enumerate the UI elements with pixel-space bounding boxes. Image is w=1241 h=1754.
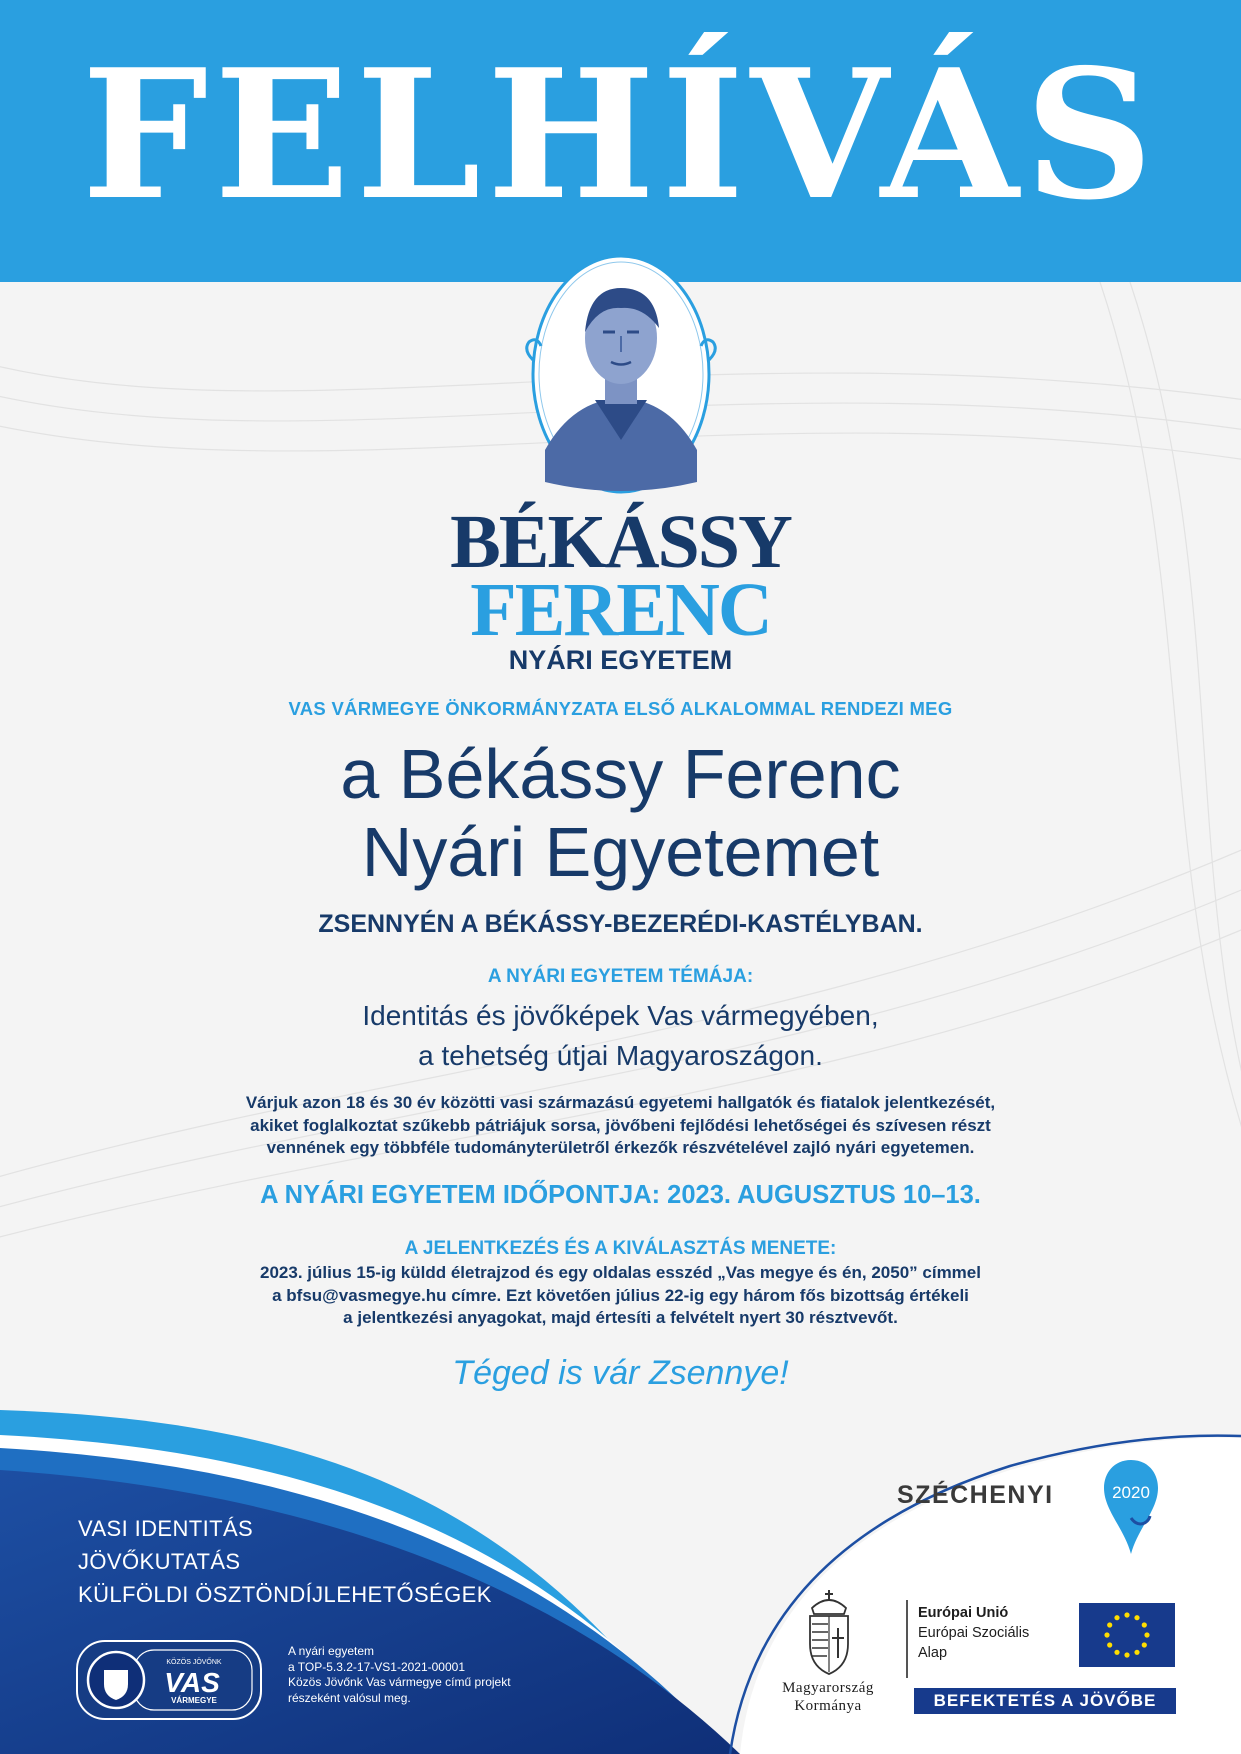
event-date: A NYÁRI EGYETEM IDŐPONTJA: 2023. AUGUSZTUS 10–13. (260, 1181, 981, 1209)
apply-line-3: a jelentkezési anyagokat, majd értesíti a felvételt nyert 30 résztvevőt. (343, 1308, 898, 1327)
szechenyi-label: SZÉCHENYI (897, 1481, 1054, 1509)
body-line-2: akiket foglalkoztat szűkebb pátriájuk sorsa, jövőbeni fejlődési lehetőségei és szívesen részt (250, 1115, 991, 1135)
headline-line-2: Nyári Egyetemet (361, 813, 880, 891)
application-label: A JELENTKEZÉS ÉS A KIVÁLASZTÁS MENETE: (404, 1238, 837, 1259)
project-note-line: részeként valósul meg. (288, 1690, 411, 1705)
hungarian-coat-of-arms-icon (798, 1588, 860, 1678)
vas-logo-small: KÖZÖS JÖVŐNK (166, 1659, 222, 1666)
logo-name-line1: BÉKÁSSY (450, 500, 791, 584)
theme-line-1: Identitás és jövőképek Vas vármegyében, (362, 1000, 879, 1031)
government-label (748, 1679, 908, 1715)
vas-logo-big: VAS (164, 1667, 220, 1698)
project-note (288, 1644, 608, 1706)
body-line-1: Várjuk azon 18 és 30 év közötti vasi származású egyetemi hallgatók és fiatalok jelentkezését, (245, 1093, 996, 1112)
feature-item: VASI IDENTITÁS (78, 1516, 254, 1541)
headline-line-1: a Békássy Ferenc (340, 735, 901, 813)
eu-flag-icon (1079, 1603, 1175, 1667)
apply-line-1: 2023. július 15-ig küldd életrajzod és egy oldalas esszéd „Vas megye és én, 2050” címmel (260, 1263, 981, 1282)
headline (0, 735, 1241, 891)
feature-item: JÖVŐKUTATÁS (78, 1549, 241, 1574)
szechenyi-year: 2020 (1112, 1483, 1150, 1502)
investment-banner: BEFEKTETÉS A JÖVŐBE (914, 1688, 1176, 1714)
feature-item: KÜLFÖLDI ÖSZTÖNDÍJLEHETŐSÉGEK (78, 1582, 492, 1607)
invitation-paragraph (0, 1092, 1241, 1160)
gov-line-1: Magyarország (782, 1680, 874, 1696)
organizer-line: VAS VÁRMEGYE ÖNKORMÁNYZATA ELSŐ ALKALOMMAL RENDEZI MEG (288, 698, 953, 719)
vas-logo-sub: VÁRMEGYE (171, 1696, 217, 1705)
location-line: ZSENNYÉN A BÉKÁSSY-BEZERÉDI-KASTÉLYBAN. (318, 910, 923, 938)
apply-line-2: a bfsu@vasmegye.hu címre. Ezt követően július 22-ig egy három fős bizottság értékeli (272, 1285, 969, 1305)
logo-divider (906, 1600, 908, 1678)
slogan: Téged is vár Zsennye! (452, 1354, 789, 1392)
eu-line-3: Alap (918, 1645, 948, 1661)
theme-label: A NYÁRI EGYETEM TÉMÁJA: (487, 966, 754, 987)
application-paragraph (0, 1262, 1241, 1330)
logo-subtitle: NYÁRI EGYETEM (508, 645, 733, 675)
eu-line-2: Európai Szociális (918, 1625, 1030, 1641)
logo-name-line2: FERENC (470, 568, 771, 652)
theme-text (0, 996, 1241, 1076)
vas-county-logo (76, 1640, 262, 1720)
eu-title: Európai Unió (918, 1605, 1009, 1621)
eu-fund-label (918, 1603, 1029, 1663)
szechenyi-pin-icon (1102, 1458, 1160, 1556)
project-note-line: a TOP-5.3.2-17-VS1-2021-00001 (288, 1659, 466, 1674)
theme-line-2: a tehetség útjai Magyaroszágon. (418, 1040, 823, 1071)
body-line-3: vennének egy többféle tudományterületről érkezők részvételével zajló nyári egyetemen. (266, 1138, 975, 1157)
project-note-line: Közös Jövőnk Vas vármegye című projekt (288, 1675, 511, 1689)
portrait-medallion (523, 250, 719, 498)
gov-line-2: Kormánya (794, 1698, 862, 1714)
page-title: FELHÍVÁS (81, 30, 1160, 239)
feature-list (78, 1512, 492, 1611)
project-note-line: A nyári egyetem (288, 1644, 375, 1658)
